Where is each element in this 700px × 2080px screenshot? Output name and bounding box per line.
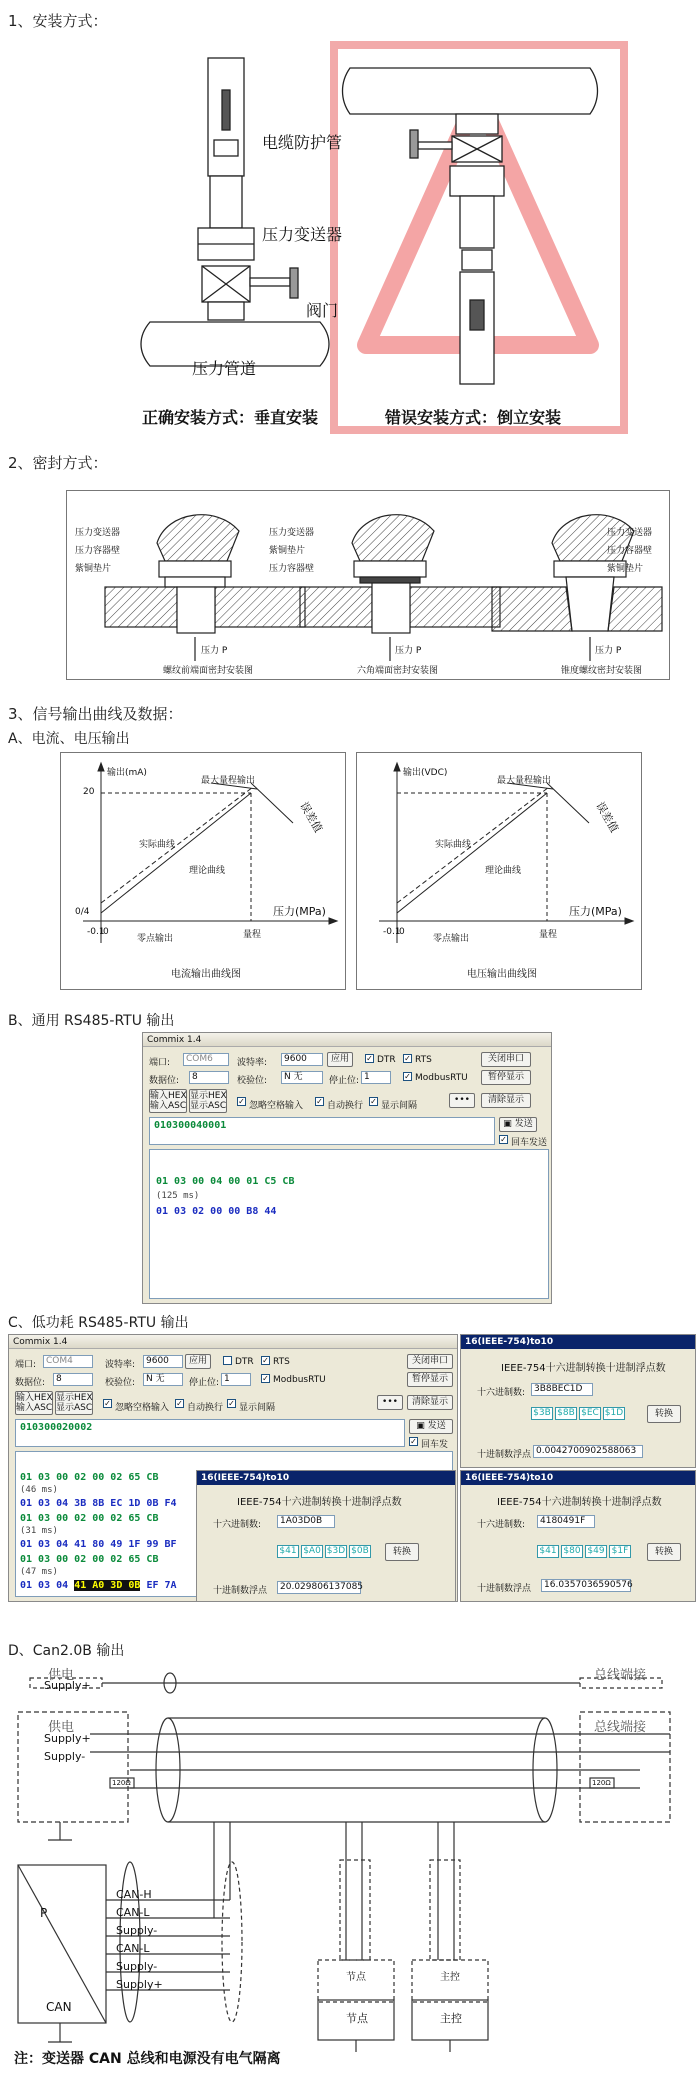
label-pressure-pipe: 压力管道 [192,359,257,378]
commix2-rx-line: 01 03 00 02 00 02 65 CB [20,1513,159,1524]
caption-wrong-install: 错误安装方式：倒立安装 [385,408,562,427]
commix1-receive-area [149,1149,549,1299]
can-supply-plus: Supply+ [44,1732,91,1745]
can-pin-5: Supply- [116,1960,158,1973]
commix2-apply-button[interactable]: 应用 [185,1354,211,1369]
ieee1-dec-output[interactable]: 0.0042700902588063 [533,1445,643,1458]
ieee2-hex-input[interactable]: 1A03D0B [277,1515,335,1528]
curve1-max-out: 最大量程输出 [201,776,256,786]
can-pin-6: Supply+ [116,1978,163,1991]
commix1-dtr-label: DTR [377,1055,396,1065]
commix2-send-icon: ▣ [416,1421,425,1431]
ieee1-byte-1: $3B [531,1407,553,1420]
ieee1-hex-input[interactable]: 3B8BEC1D [531,1383,593,1396]
commix1-databits-select[interactable]: 8 [189,1071,229,1084]
commix2-rx-line: 01 03 04 41 80 49 1F 99 BF [20,1539,177,1550]
ieee3-convert-button[interactable]: 转换 [647,1543,681,1561]
commix2-input-mode-tab[interactable] [15,1391,53,1415]
commix2-stopbits-label: 停止位: [189,1378,220,1388]
commix2-rx-highlight: 41 A0 3D 0B [74,1580,141,1591]
ieee1-dec-label: 十进制数浮点 [477,1450,532,1460]
curve1-xlabel: 压力(MPa) [273,905,326,918]
commix2-show-interval-label: 显示间隔 [239,1403,276,1413]
commix1-port-label: 端口: [149,1058,171,1068]
commix2-rx-line: 01 03 04 3B 8B EC 1D 0B F4 [20,1498,177,1509]
label-cable-conduit: 电缆防护管 [262,133,343,152]
commix1-send-label: 发送 [514,1119,533,1129]
ieee2-dec-label: 十进制数浮点 [213,1586,268,1596]
commix1-rx-line: 01 03 00 04 00 01 C5 CB [156,1176,295,1187]
commix2-stopbits-select[interactable]: 1 [221,1373,251,1386]
commix1-port-select[interactable]: COM6 [183,1053,229,1066]
commix2-baud-select[interactable]: 9600 [143,1355,183,1368]
ieee3-dec-output[interactable]: 16.0357036590576 [541,1579,631,1592]
current-curve-figure [60,752,346,990]
ieee-dialog-1 [460,1334,696,1468]
curve1-actual: 实际曲线 [139,840,176,850]
can-node-label-1: 节点 [346,1972,366,1983]
can-supply-box-label: 供电 [48,1720,75,1735]
commix1-ignore-space-checkbox[interactable]: ✓ [238,1097,245,1106]
commix2-cr-send-checkbox[interactable]: ✓ [410,1437,417,1446]
curve1-xneg: -0.1 [87,927,105,937]
subheading-b: B、通用 RS485-RTU 输出 [8,1013,175,1029]
ieee2-titlebar [197,1471,455,1485]
ieee-dialog-3 [460,1470,696,1602]
commix1-databits-label: 数据位: [149,1076,180,1086]
ieee1-hex-label: 十六进制数: [477,1388,526,1398]
seal3-caption: 锥度螺纹密封安装图 [561,666,643,676]
commix2-ignore-space-label: 忽略空格输入 [115,1403,170,1413]
seal3-label-transmitter: 压力变送器 [607,528,653,538]
commix2-dtr-checkbox[interactable] [223,1356,232,1365]
commix2-tab-input-asc: 输入ASC [16,1403,53,1413]
caption-correct-install: 正确安装方式：垂直安装 [142,408,319,427]
seal1-label-wall: 压力容器壁 [75,546,121,556]
ieee3-byte-2: $80 [561,1545,583,1558]
commix1-rx-time: (125 ms) [156,1191,200,1201]
ieee3-hex-input[interactable]: 4180491F [537,1515,595,1528]
curve2-ylabel: 输出(VDC) [403,768,448,778]
curve1-ylabel: 输出(mA) [107,768,147,778]
commix2-databits-select[interactable]: 8 [53,1373,93,1386]
commix2-modbus-label: ModbusRTU [273,1375,326,1385]
can-resistor-1: 120Ω [112,1779,131,1787]
curve1-dev: 误差值 [297,799,325,835]
curve1-xzero: 0 [103,927,109,937]
section2-heading: 2、密封方式： [8,454,108,472]
commix1-tab-display-hex: 显示HEX [190,1091,227,1101]
commix1-send-icon: ▣ [503,1119,512,1129]
commix-window-standard [142,1032,552,1304]
ieee2-byte-4: $0B [349,1545,371,1558]
curve1-caption: 电流输出曲线图 [171,969,241,980]
ieee3-title: 16(IEEE-754)to10 [465,1473,554,1483]
seal1-caption: 螺纹前端面密封安装图 [163,666,254,676]
curve2-caption: 电压输出曲线图 [467,969,537,980]
curve2-max-out: 最大量程输出 [497,776,552,786]
commix1-modbus-label: ModbusRTU [415,1073,468,1083]
commix1-pause-button[interactable]: 暂停显示 [481,1070,531,1085]
sealing-figure [66,490,670,680]
commix1-show-interval-checkbox[interactable]: ✓ [370,1097,377,1106]
curve1-zero-out: 零点输出 [137,934,174,944]
seal2-label-wall: 压力容器壁 [269,564,315,574]
commix2-more-button[interactable]: ••• [377,1395,403,1410]
ieee2-byte-3: $3D [326,1546,346,1556]
section3-heading: 3、信号输出曲线及数据： [8,705,183,723]
curve1-range: 量程 [243,930,262,940]
commix1-display-mode-tab[interactable] [189,1089,227,1113]
seal1-label-transmitter: 压力变送器 [75,528,121,538]
commix2-port-select[interactable]: COM4 [43,1355,93,1368]
ieee1-titlebar [461,1335,695,1349]
seal3-label-gasket: 紫铜垫片 [607,564,644,574]
ieee3-byte-4: $1F [609,1545,631,1558]
can-node-label-2: 节点 [346,2012,368,2025]
commix2-pause-button[interactable]: 暂停显示 [407,1372,453,1387]
commix2-parity-label: 校验位: [105,1378,136,1388]
seal1-label-gasket: 紫铜垫片 [75,564,112,574]
ieee2-byte-2: $A0 [301,1545,323,1558]
installation-diagram [0,0,700,430]
commix2-ignore-space-checkbox[interactable]: ✓ [104,1399,111,1408]
curve1-ybottom: 0/4 [75,907,90,917]
commix2-modbus-checkbox[interactable]: ✓ [262,1374,269,1383]
ieee1-byte-2: $8B [555,1407,577,1420]
label-valve: 阀门 [306,301,339,320]
commix2-rx-line: 01 03 00 02 00 02 65 CB [20,1554,159,1565]
seal2-label-p: 压力 P [395,646,422,656]
can-note: 注：变送器 CAN 总线和电源没有电气隔离 [14,2051,281,2067]
commix2-send-button[interactable] [409,1419,453,1434]
ieee3-dec-label: 十进制数浮点 [477,1584,532,1594]
commix2-titlebar [9,1335,457,1349]
commix1-parity-label: 校验位: [237,1076,268,1086]
commix1-tab-input-hex: 输入HEX [150,1091,187,1101]
curve2-dev: 误差值 [593,799,621,835]
curve2-xneg: -0.1 [383,927,401,937]
curve2-actual: 实际曲线 [435,840,472,850]
ieee2-convert-button[interactable]: 转换 [385,1543,419,1561]
commix1-baud-select[interactable]: 9600 [281,1053,323,1066]
commix1-ignore-space-label: 忽略空格输入 [249,1101,304,1111]
ieee3-byte-3: $49 [585,1545,607,1558]
commix1-tab-display-asc: 显示ASC [190,1101,227,1111]
ieee2-header: IEEE-754十六进制转换十进制浮点数 [237,1497,402,1508]
commix1-close-port-button[interactable]: 关闭串口 [481,1052,531,1067]
commix1-title: Commix 1.4 [147,1035,202,1045]
commix2-tab-display-asc: 显示ASC [56,1403,93,1413]
commix2-cr-send-label: 回车发 [421,1440,449,1450]
ieee2-title: 16(IEEE-754)to10 [201,1473,290,1483]
ieee1-convert-button[interactable]: 转换 [647,1405,681,1423]
commix1-clear-button[interactable]: 清除显示 [481,1093,531,1108]
can-master-label-2: 主控 [440,2012,462,2025]
commix1-auto-wrap-checkbox[interactable]: ✓ [316,1097,323,1106]
seal3-label-wall: 压力容器壁 [607,546,653,556]
commix2-send-input[interactable]: 010300020002 [15,1419,405,1447]
commix2-rx-line: 01 03 00 02 00 02 65 CB [20,1472,159,1483]
subheading-a: A、电流、电压输出 [8,731,130,747]
commix1-more-button[interactable]: ••• [449,1093,475,1108]
can-master-label-1: 主控 [440,1972,460,1983]
commix2-show-interval-checkbox[interactable]: ✓ [228,1399,235,1408]
commix1-rts-label: RTS [415,1055,432,1065]
commix2-databits-label: 数据位: [15,1378,46,1388]
curve2-theory: 理论曲线 [485,866,522,876]
commix1-tab-input-asc: 输入ASC [150,1101,187,1111]
commix2-port-label: 端口: [15,1360,37,1370]
section1-heading: 1、安装方式： [8,12,108,30]
commix1-stopbits-select[interactable]: 1 [361,1071,391,1084]
commix2-rx-time: (46 ms) [20,1485,58,1495]
commix2-tab-input-hex: 输入HEX [16,1393,53,1403]
commix2-rx-time: (47 ms) [20,1567,58,1577]
commix2-rx-time: (31 ms) [20,1526,58,1536]
commix2-parity-select[interactable]: N 无 [143,1373,183,1386]
commix2-auto-wrap-label: 自动换行 [187,1403,224,1413]
commix1-send-input[interactable]: 010300040001 [149,1117,495,1145]
curve2-xzero: 0 [399,927,405,937]
voltage-curve-figure [356,752,642,990]
can-bus-top: 总线端接 [594,1668,647,1683]
commix2-rx-prefix: 01 03 04 [20,1580,75,1591]
seal2-caption: 六角端面密封安装图 [357,666,439,676]
commix1-titlebar [143,1033,551,1047]
can-supply-minus: Supply- [44,1750,86,1763]
can-resistor-2: 120Ω [592,1779,611,1787]
curve2-xlabel: 压力(MPa) [569,905,622,918]
commix1-cr-send-checkbox[interactable]: ✓ [500,1135,507,1144]
can-pin-3: Supply- [116,1924,158,1937]
ieee3-titlebar [461,1471,695,1485]
commix1-baud-label: 波特率: [237,1058,268,1068]
commix2-rts-checkbox[interactable]: ✓ [262,1356,269,1365]
commix2-dtr-label: DTR [235,1357,254,1367]
can-supply-top: 供电 [48,1668,75,1683]
commix2-rts-label: RTS [273,1357,290,1367]
curve2-range: 量程 [539,930,558,940]
curve2-zero-out: 零点输出 [433,934,470,944]
seal2-label-transmitter: 压力变送器 [269,528,315,538]
ieee3-header: IEEE-754十六进制转换十进制浮点数 [497,1497,662,1508]
commix1-auto-wrap-label: 自动换行 [327,1101,364,1111]
commix2-baud-label: 波特率: [105,1360,136,1370]
seal2-label-gasket: 紫铜垫片 [269,546,306,556]
ieee2-dec-output[interactable]: 20.029806137085 [277,1581,361,1594]
seal3-label-p: 压力 P [595,646,622,656]
can-supply-plus-top: Supply+ [44,1679,91,1692]
commix2-auto-wrap-checkbox[interactable]: ✓ [176,1399,183,1408]
seal1-label-p: 压力 P [201,646,228,656]
ieee3-hex-label: 十六进制数: [477,1520,526,1530]
commix1-apply-button[interactable]: 应用 [327,1052,353,1067]
commix2-clear-button[interactable]: 清除显示 [407,1395,453,1410]
commix1-dtr-checkbox[interactable]: ✓ [366,1054,373,1063]
commix2-send-label: 发送 [427,1421,446,1431]
ieee1-byte-4: $1D [604,1408,624,1418]
commix1-parity-select[interactable]: N 无 [281,1071,323,1084]
ieee1-byte-3: $EC [579,1407,601,1420]
commix2-close-port-button[interactable]: 关闭串口 [407,1354,453,1369]
commix1-stopbits-label: 停止位: [329,1076,360,1086]
subheading-d: D、Can2.0B 输出 [8,1643,125,1659]
label-pressure-transmitter: 压力变送器 [262,225,343,244]
ieee-dialog-2 [196,1470,456,1602]
commix2-title: Commix 1.4 [13,1337,68,1347]
can-pin-4: CAN-L [116,1942,150,1955]
commix1-send-button[interactable] [499,1117,537,1132]
commix2-tab-display-hex: 显示HEX [56,1393,93,1403]
commix1-modbus-checkbox[interactable]: ✓ [404,1072,411,1081]
commix1-input-mode-tab[interactable] [149,1089,187,1113]
commix1-rts-checkbox[interactable]: ✓ [404,1054,411,1063]
can-pin-1: CAN-H [116,1888,152,1901]
commix1-rx-line: 01 03 02 00 00 B8 44 [156,1206,277,1217]
ieee1-title: 16(IEEE-754)to10 [465,1337,554,1347]
ieee2-byte-1: $41 [277,1545,299,1558]
can-bus-box-label: 总线端接 [594,1720,647,1735]
commix2-rx-suffix: EF 7A [140,1580,177,1591]
can-block-label: CAN [46,2000,72,2014]
ieee1-header: IEEE-754十六进制转换十进制浮点数 [501,1363,666,1374]
can-pin-2: CAN-L [116,1906,150,1919]
curve1-theory: 理论曲线 [189,866,226,876]
ieee2-hex-label: 十六进制数: [213,1520,262,1530]
curve1-ytop: 20 [83,787,95,797]
commix1-show-interval-label: 显示间隔 [381,1101,418,1111]
ieee3-byte-1: $41 [537,1545,559,1558]
commix2-display-mode-tab[interactable] [55,1391,93,1415]
commix1-cr-send-label: 回车发送 [511,1138,548,1148]
subheading-c: C、低功耗 RS485-RTU 输出 [8,1315,189,1331]
can-block-p: P [40,1906,48,1920]
